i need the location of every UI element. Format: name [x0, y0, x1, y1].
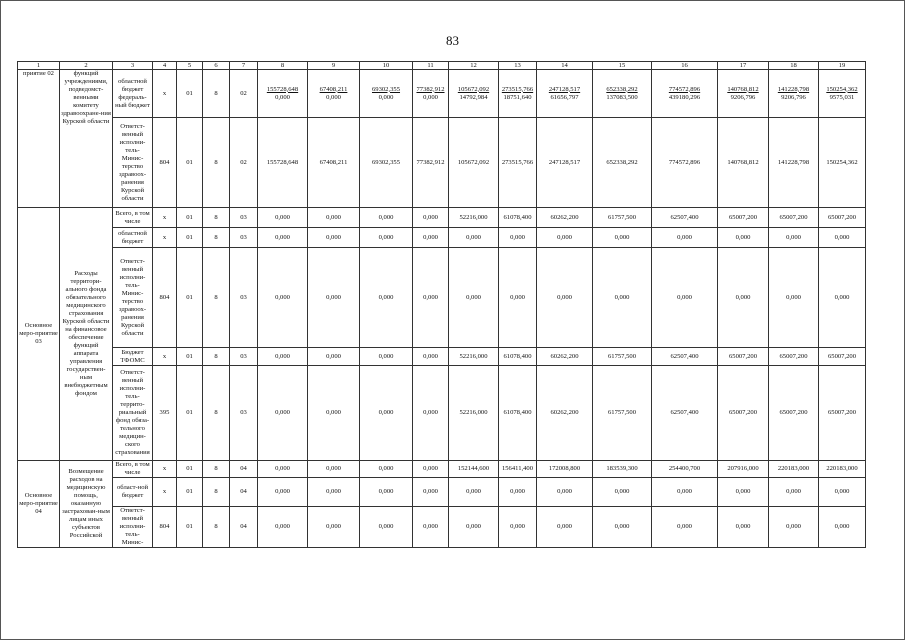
value-cell: 0,000: [413, 461, 449, 478]
value-cell: 0,000: [308, 461, 360, 478]
code-cell: x: [153, 461, 177, 478]
code-cell: 03: [230, 348, 258, 366]
funding-source: Бюджет ТФОМС: [113, 348, 153, 366]
value-cell: 65007,200: [769, 348, 819, 366]
value-regional-budget: 105672,092: [457, 85, 490, 93]
value-cell: 0,000: [360, 366, 413, 461]
column-number: 19: [819, 62, 866, 70]
value-cell: 0,000: [308, 248, 360, 348]
value-cell: 183539,300: [593, 461, 652, 478]
value-cell: 140768,812: [718, 118, 769, 208]
value-cell: 0,000: [819, 248, 866, 348]
value-cell: 0,000: [308, 228, 360, 248]
value-cell: 0,000: [413, 228, 449, 248]
measure-name: Возмещение расходов на медицинскую помощь, оказанную застрахован-ным лицам иных субъектов Российской: [60, 461, 113, 548]
value-cell: 65007,200: [769, 366, 819, 461]
value-cell: [258, 70, 308, 118]
value-cell: 0,000: [449, 228, 499, 248]
value-regional-budget: 774572,896: [668, 85, 701, 93]
value-cell: 0,000: [769, 478, 819, 507]
code-cell: 01: [177, 478, 203, 507]
value-regional-budget: 155728,648: [266, 85, 299, 93]
value-cell: 0,000: [360, 228, 413, 248]
value-cell: 0,000: [308, 366, 360, 461]
column-number: 4: [153, 62, 177, 70]
code-cell: 01: [177, 228, 203, 248]
measure-code: Основное меро-приятие 03: [18, 208, 60, 461]
value-cell: 0,000: [308, 348, 360, 366]
value-cell: 141228,798: [769, 118, 819, 208]
funding-source: област-ной бюджет: [113, 478, 153, 507]
value-cell: 0,000: [593, 478, 652, 507]
code-cell: 804: [153, 118, 177, 208]
value-federal-budget: 9575,031: [829, 93, 855, 101]
header-row: [18, 62, 866, 70]
code-cell: 8: [203, 228, 230, 248]
value-cell: 0,000: [718, 507, 769, 548]
value-cell: 0,000: [360, 461, 413, 478]
value-cell: [718, 70, 769, 118]
column-number: 6: [203, 62, 230, 70]
value-federal-budget: 137083,500: [606, 93, 638, 101]
value-cell: 52216,000: [449, 208, 499, 228]
code-cell: 8: [203, 366, 230, 461]
value-cell: 0,000: [652, 248, 718, 348]
value-cell: 0,000: [449, 248, 499, 348]
value-cell: 0,000: [593, 507, 652, 548]
value-cell: 0,000: [360, 208, 413, 228]
column-number: 9: [308, 62, 360, 70]
code-cell: 8: [203, 118, 230, 208]
value-federal-budget: 0,000: [378, 93, 394, 101]
value-cell: 62507,400: [652, 366, 718, 461]
code-cell: x: [153, 228, 177, 248]
value-cell: 0,000: [258, 348, 308, 366]
code-cell: 04: [230, 461, 258, 478]
column-number: 7: [230, 62, 258, 70]
code-cell: 03: [230, 366, 258, 461]
value-cell: 0,000: [537, 248, 593, 348]
value-cell: 652338,292: [593, 118, 652, 208]
value-regional-budget: 150254,362: [826, 85, 858, 93]
value-cell: [769, 70, 819, 118]
code-cell: 03: [230, 228, 258, 248]
value-federal-budget: 9206,796: [781, 93, 806, 101]
value-federal-budget: 61656,797: [550, 93, 579, 101]
value-cell: 65007,200: [819, 348, 866, 366]
code-cell: 8: [203, 208, 230, 228]
value-cell: 0,000: [499, 478, 537, 507]
value-cell: 150254,362: [819, 118, 866, 208]
value-cell: 0,000: [360, 248, 413, 348]
value-federal-budget: 0,000: [275, 93, 290, 101]
value-cell: 0,000: [537, 507, 593, 548]
funding-source: Всего, в том числе: [113, 461, 153, 478]
code-cell: 395: [153, 366, 177, 461]
value-cell: 774572,896: [652, 118, 718, 208]
code-cell: 04: [230, 478, 258, 507]
value-cell: 52216,000: [449, 366, 499, 461]
value-cell: 61757,500: [593, 348, 652, 366]
value-cell: 0,000: [258, 507, 308, 548]
value-cell: 67408,211: [308, 118, 360, 208]
value-cell: 61078,400: [499, 348, 537, 366]
value-cell: 220183,000: [819, 461, 866, 478]
table-row: [18, 208, 866, 228]
value-cell: 0,000: [652, 228, 718, 248]
value-cell: 65007,200: [718, 348, 769, 366]
column-number: 16: [652, 62, 718, 70]
value-regional-budget: 67408,211: [319, 85, 348, 93]
code-cell: 804: [153, 507, 177, 548]
value-cell: 0,000: [360, 478, 413, 507]
value-cell: [537, 70, 593, 118]
code-cell: 02: [230, 118, 258, 208]
value-cell: 0,000: [499, 248, 537, 348]
table-row: [18, 70, 866, 118]
code-cell: x: [153, 348, 177, 366]
code-cell: 03: [230, 208, 258, 228]
value-cell: 62507,400: [652, 348, 718, 366]
value-cell: 0,000: [449, 507, 499, 548]
funding-source: Ответст-венный исполни-тель- Минис-терство здравоох-ранения Курской области: [113, 118, 153, 208]
value-cell: 61078,400: [499, 208, 537, 228]
value-cell: 65007,200: [819, 208, 866, 228]
value-cell: 156411,400: [499, 461, 537, 478]
value-cell: 0,000: [413, 478, 449, 507]
value-cell: [308, 70, 360, 118]
value-cell: 0,000: [308, 478, 360, 507]
code-cell: x: [153, 70, 177, 118]
value-cell: 0,000: [652, 507, 718, 548]
column-number: 18: [769, 62, 819, 70]
code-cell: 01: [177, 507, 203, 548]
code-cell: 01: [177, 348, 203, 366]
value-cell: [499, 70, 537, 118]
value-cell: [449, 70, 499, 118]
value-cell: 77382,912: [413, 118, 449, 208]
value-regional-budget: 77382,912: [416, 85, 445, 93]
value-cell: 220183,000: [769, 461, 819, 478]
value-cell: 0,000: [499, 228, 537, 248]
code-cell: 8: [203, 248, 230, 348]
value-cell: 0,000: [413, 507, 449, 548]
measure-code: Основное меро-приятие 04: [18, 461, 60, 548]
value-cell: 0,000: [308, 208, 360, 228]
column-number: 11: [413, 62, 449, 70]
column-number: 13: [499, 62, 537, 70]
value-cell: 0,000: [449, 478, 499, 507]
code-cell: 8: [203, 461, 230, 478]
value-cell: 0,000: [718, 248, 769, 348]
value-cell: 0,000: [593, 248, 652, 348]
value-cell: 0,000: [769, 507, 819, 548]
value-cell: 0,000: [819, 478, 866, 507]
value-regional-budget: 273515,766: [501, 85, 534, 93]
funding-source: Ответст-венный исполни-тель- террито-риальный фонд обяза-тельного медицин-ского страхования: [113, 366, 153, 461]
column-number: 10: [360, 62, 413, 70]
value-cell: 152144,600: [449, 461, 499, 478]
code-cell: 01: [177, 366, 203, 461]
value-regional-budget: 247128,517: [548, 85, 581, 93]
value-cell: 62507,400: [652, 208, 718, 228]
table-row: [18, 228, 866, 248]
value-cell: 65007,200: [769, 208, 819, 228]
table-row: [18, 507, 866, 548]
table-row: [18, 461, 866, 478]
value-cell: 273515,766: [499, 118, 537, 208]
column-number: 15: [593, 62, 652, 70]
value-cell: 60262,200: [537, 348, 593, 366]
value-cell: 60262,200: [537, 208, 593, 228]
funding-source: Ответст-венный исполни-тель- Минис-терство здравоох-ранения Курской области: [113, 248, 153, 348]
value-regional-budget: 69302,355: [371, 85, 401, 93]
value-cell: 0,000: [258, 248, 308, 348]
funding-source: областной бюджет: [113, 228, 153, 248]
value-cell: 0,000: [258, 461, 308, 478]
value-cell: 61078,400: [499, 366, 537, 461]
value-cell: 65007,200: [718, 208, 769, 228]
code-cell: 8: [203, 507, 230, 548]
funding-source: областной бюджет федераль-ный бюджет: [113, 70, 153, 118]
value-federal-budget: 439180,296: [668, 93, 701, 101]
value-cell: 0,000: [258, 208, 308, 228]
value-regional-budget: 652338,292: [606, 85, 638, 93]
value-cell: [652, 70, 718, 118]
code-cell: 01: [177, 208, 203, 228]
column-number: 8: [258, 62, 308, 70]
budget-table: [17, 61, 866, 548]
value-cell: [593, 70, 652, 118]
value-cell: 0,000: [413, 366, 449, 461]
value-cell: 0,000: [652, 478, 718, 507]
code-cell: 01: [177, 70, 203, 118]
value-cell: 52216,000: [449, 348, 499, 366]
value-cell: 0,000: [537, 228, 593, 248]
column-number: 1: [18, 62, 60, 70]
column-number: 17: [718, 62, 769, 70]
code-cell: x: [153, 478, 177, 507]
value-federal-budget: 0,000: [423, 93, 438, 101]
code-cell: 01: [177, 248, 203, 348]
value-federal-budget: 0,000: [326, 93, 341, 101]
measure-name: Расходы территори-ального фонда обязательного медицинского страхования Курской области на финансовое обеспечение функций аппарата управления государствен-ным внебюджетным фондом: [60, 208, 113, 461]
table-row: [18, 248, 866, 348]
funding-source: Всего, в том числе: [113, 208, 153, 228]
value-cell: 0,000: [718, 478, 769, 507]
value-cell: 0,000: [499, 507, 537, 548]
value-cell: 105672,092: [449, 118, 499, 208]
value-cell: [413, 70, 449, 118]
table-row: [18, 366, 866, 461]
value-federal-budget: 14792,984: [459, 93, 488, 101]
value-cell: 0,000: [819, 228, 866, 248]
value-cell: 207916,000: [718, 461, 769, 478]
code-cell: 03: [230, 248, 258, 348]
value-cell: 155728,648: [258, 118, 308, 208]
value-cell: 0,000: [819, 507, 866, 548]
value-cell: 0,000: [360, 348, 413, 366]
value-cell: 61757,500: [593, 366, 652, 461]
value-cell: 61757,500: [593, 208, 652, 228]
column-number: 14: [537, 62, 593, 70]
code-cell: 8: [203, 478, 230, 507]
value-cell: 0,000: [308, 507, 360, 548]
value-cell: 0,000: [769, 228, 819, 248]
value-cell: 69302,355: [360, 118, 413, 208]
code-cell: 8: [203, 70, 230, 118]
value-cell: 172008,800: [537, 461, 593, 478]
value-cell: 65007,200: [718, 366, 769, 461]
code-cell: 01: [177, 118, 203, 208]
column-number: 2: [60, 62, 113, 70]
table-row: [18, 348, 866, 366]
value-cell: [360, 70, 413, 118]
value-cell: 247128,517: [537, 118, 593, 208]
value-cell: 65007,200: [819, 366, 866, 461]
column-number: 12: [449, 62, 499, 70]
code-cell: 04: [230, 507, 258, 548]
column-number: 3: [113, 62, 153, 70]
value-cell: 0,000: [258, 478, 308, 507]
code-cell: 804: [153, 248, 177, 348]
value-cell: 0,000: [718, 228, 769, 248]
table-row: [18, 118, 866, 208]
code-cell: x: [153, 208, 177, 228]
code-cell: 01: [177, 461, 203, 478]
value-cell: 0,000: [258, 228, 308, 248]
page-number: 83: [446, 33, 459, 48]
value-cell: 60262,200: [537, 366, 593, 461]
value-cell: 254400,700: [652, 461, 718, 478]
value-cell: 0,000: [413, 208, 449, 228]
code-cell: 02: [230, 70, 258, 118]
value-cell: 0,000: [413, 248, 449, 348]
value-cell: 0,000: [413, 348, 449, 366]
value-regional-budget: 141228,798: [777, 85, 810, 93]
value-cell: 0,000: [769, 248, 819, 348]
measure-name: функций учреждениями, подведомст-венными комитету здравоохране-ния Курской области: [60, 70, 113, 208]
table-row: [18, 478, 866, 507]
value-cell: [819, 70, 866, 118]
value-federal-budget: 18751,640: [503, 93, 532, 101]
funding-source: Ответст-венный исполни-тель- Минис-: [113, 507, 153, 548]
value-cell: 0,000: [360, 507, 413, 548]
value-regional-budget: 140768,812: [727, 85, 759, 93]
value-cell: 0,000: [537, 478, 593, 507]
column-number: 5: [177, 62, 203, 70]
measure-code: приятие 02: [18, 70, 60, 208]
value-cell: 0,000: [258, 366, 308, 461]
code-cell: 8: [203, 348, 230, 366]
value-cell: 0,000: [593, 228, 652, 248]
value-federal-budget: 9206,796: [730, 93, 756, 101]
